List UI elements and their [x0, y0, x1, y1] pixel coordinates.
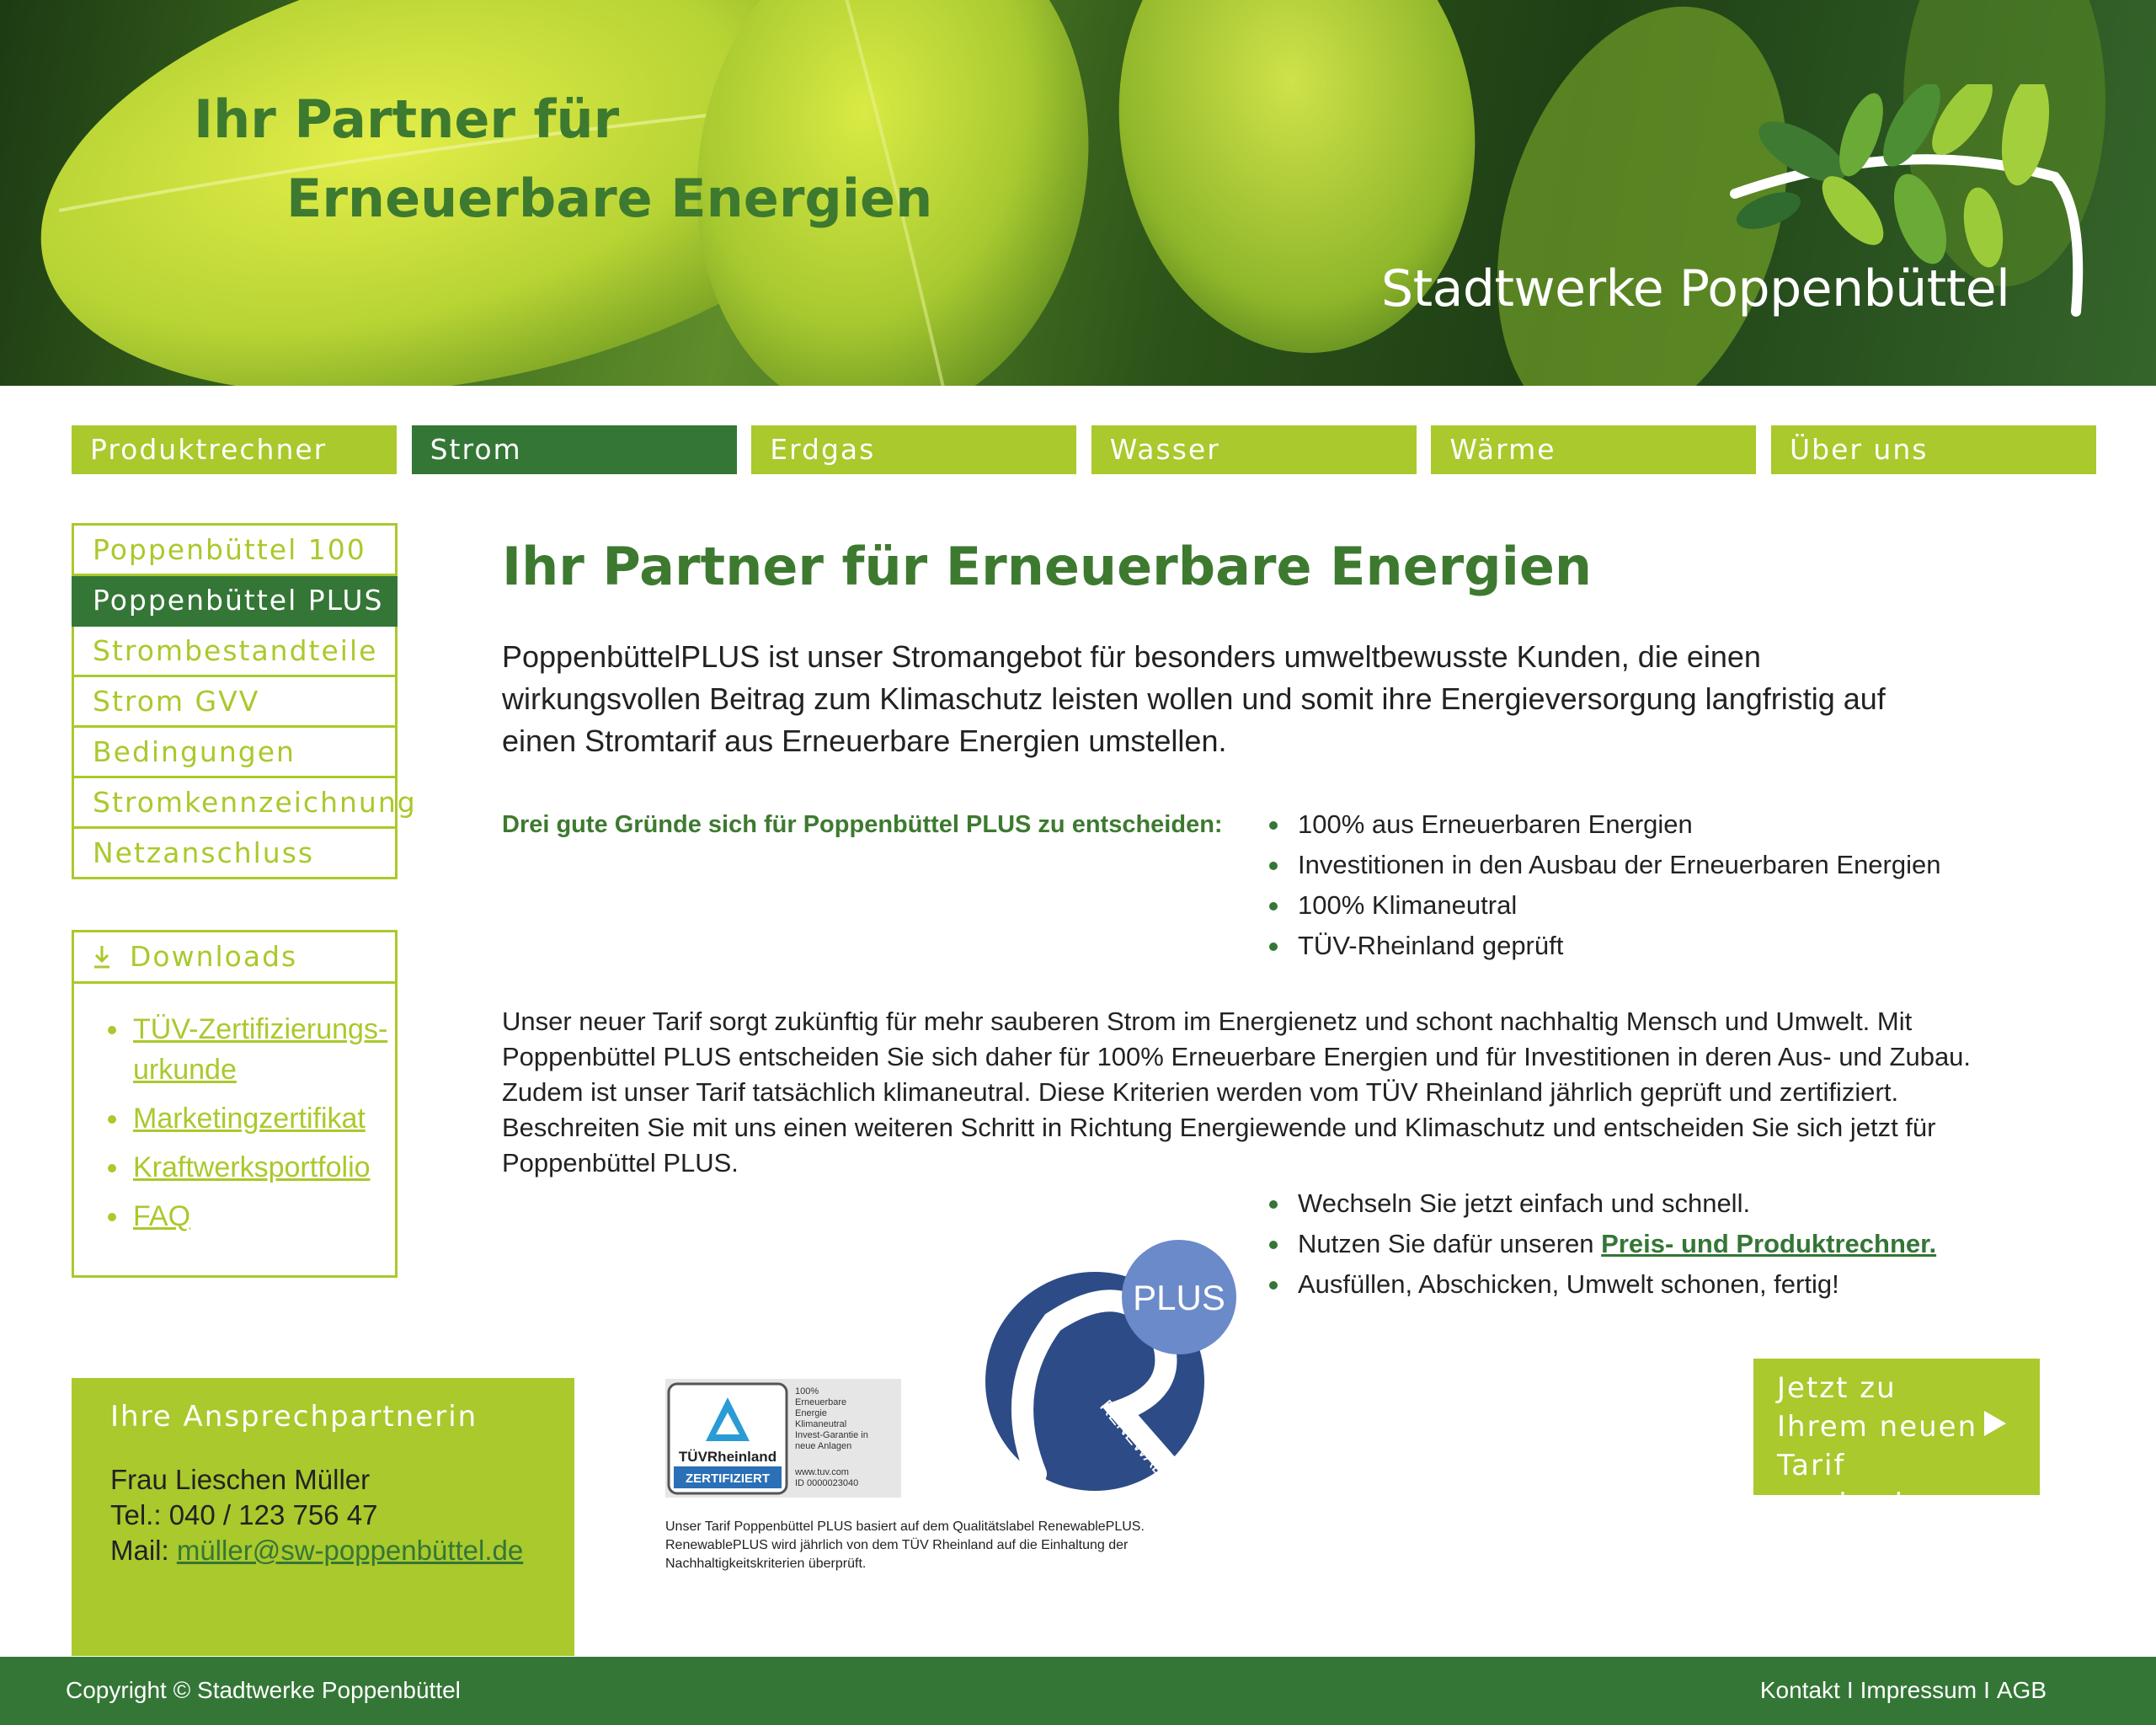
tuev-line: Invest-Garantie in: [795, 1430, 868, 1440]
footer-separator: I: [1983, 1677, 1990, 1703]
seal-caption: Unser Tarif Poppenbüttel PLUS basiert auf dem Qualitätslabel RenewablePLUS. RenewablePLUS wird jährlich von dem TÜV Rheinland auf die Einhaltung der Nachhaltigkeitskriterien überprüft.: [665, 1519, 1145, 1571]
subnav-item-strombestandteile[interactable]: Strombestandteile: [72, 627, 398, 677]
download-link-tuev-zertifizierungsurkunde[interactable]: TÜV-Zertifizierungs- urkunde: [133, 1013, 388, 1086]
download-icon: [93, 944, 111, 969]
list-item: 100% aus Erneuerbaren Energien: [1267, 804, 1940, 845]
subnav-item-bedingungen[interactable]: Bedingungen: [72, 728, 398, 778]
download-link-marketingzertifikat[interactable]: Marketingzertifikat: [133, 1103, 366, 1135]
contact-mail-link[interactable]: müller@sw-poppenbüttel.de: [176, 1535, 524, 1566]
brand-name: Stadtwerke Poppenbüttel: [1381, 259, 2010, 318]
list-item: Investitionen in den Ausbau der Erneuerbaren Energien: [1267, 845, 1940, 885]
footer-links: [1760, 1677, 2047, 1704]
subnav-item-poppenbuettel-100[interactable]: Poppenbüttel 100: [72, 523, 398, 576]
sub-navigation: [72, 523, 417, 879]
switch-tariff-label: Jetzt zu Ihrem neuen Tarif wechseln: [1777, 1371, 1978, 1521]
footer: [0, 1657, 2156, 1725]
list-item: 100% Klimaneutral: [1267, 885, 1940, 926]
subnav-item-poppenbuettel-plus[interactable]: Poppenbüttel PLUS: [72, 576, 398, 627]
footer-link-agb[interactable]: AGB: [1996, 1677, 2047, 1703]
contact-mail-label: Mail:: [110, 1535, 177, 1566]
nav-tab-produktrechner[interactable]: Produktrechner: [72, 425, 397, 474]
downloads-list: [74, 1009, 395, 1236]
tuev-line: neue Anlagen: [795, 1441, 852, 1451]
renewable-label: RENEWABLE: [1096, 1396, 1187, 1498]
tuev-id: ID 0000023040: [795, 1478, 859, 1488]
step2-text: Nutzen Sie dafür unseren: [1298, 1229, 1602, 1258]
tuev-line: Klimaneutral: [795, 1419, 847, 1429]
list-item: [108, 1147, 395, 1188]
list-item: Wechseln Sie jetzt einfach und schnell.: [1267, 1183, 1936, 1224]
tuev-line: Energie: [795, 1408, 827, 1418]
subnav-item-netzanschluss[interactable]: Netzanschluss: [72, 829, 398, 879]
renewable-plus-seal: [926, 1230, 1238, 1508]
brand-logo[interactable]: [1381, 118, 2089, 337]
download-link-faq[interactable]: FAQ: [133, 1200, 191, 1232]
contact-name: Frau Lieschen Müller: [110, 1464, 371, 1495]
hero-banner: [0, 0, 2156, 386]
download-link-kraftwerksportfolio[interactable]: Kraftwerksportfolio: [133, 1151, 371, 1183]
page-title: Ihr Partner für Erneuerbare Energien: [502, 536, 1593, 597]
contact-box: [72, 1378, 574, 1656]
footer-separator: I: [1846, 1677, 1854, 1703]
tuev-brand: TÜVRheinland: [678, 1449, 777, 1465]
play-arrow-icon: [1984, 1411, 2006, 1440]
switch-tariff-button[interactable]: [1753, 1359, 2040, 1521]
reasons-list: [1267, 804, 1940, 966]
reasons-label: Drei gute Gründe sich für Poppenbüttel PLUS zu entscheiden:: [502, 811, 1223, 838]
tuev-line: 100%: [795, 1386, 819, 1397]
body-text: Unser neuer Tarif sorgt zukünftig für mehr sauberen Strom im Energienetz und schont nachhaltig Mensch und Umwelt. Mit Poppenbüttel PLUS entscheiden Sie sich daher für 100% Erneuerbare Energien und für Investitionen in deren Aus- und Zubau. Zudem ist unser Tarif tatsächlich klimaneutral. Diese Kriterien werden vom TÜV Rheinland jährlich geprüft und zertifiziert. Beschreiten Sie mit uns einen weiteren Schritt in Richtung Energiewende und Klimaschutz und entscheiden Sie sich jetzt für Poppenbüttel PLUS.: [502, 1007, 1972, 1178]
renewable-plus-label: PLUS: [1133, 1278, 1225, 1317]
hero-title: [194, 80, 932, 238]
downloads-header: [74, 932, 395, 984]
main-navigation: [72, 425, 2096, 474]
steps-list: [1267, 1183, 1936, 1305]
tuev-certificate-seal: [665, 1379, 901, 1498]
nav-tab-wasser[interactable]: Wasser: [1091, 425, 1417, 474]
list-item: Ausfüllen, Abschicken, Umwelt schonen, fertig!: [1267, 1264, 1936, 1305]
copyright-text: Copyright © Stadtwerke Poppenbüttel: [66, 1677, 461, 1703]
list-item: TÜV-Rheinland geprüft: [1267, 926, 1940, 966]
subnav-item-stromkennzeichnung[interactable]: Stromkennzeichnung: [72, 778, 398, 829]
footer-link-impressum[interactable]: Impressum: [1860, 1677, 1977, 1703]
nav-tab-erdgas[interactable]: Erdgas: [751, 425, 1076, 474]
nav-tab-waerme[interactable]: Wärme: [1431, 425, 1756, 474]
intro-text: PoppenbüttelPLUS ist unser Stromangebot für besonders umweltbewusste Kunden, die einen wirkungsvollen Beitrag zum Klimaschutz leisten wollen und somit ihre Energieversorgung langfristig auf einen Stromtarif aus Erneuerbare Energien umstellen.: [502, 639, 1886, 758]
contact-title: Ihre Ansprechpartnerin: [110, 1400, 478, 1434]
tuev-url: www.tuv.com: [795, 1467, 849, 1477]
list-item: [108, 1098, 395, 1139]
hero-title-line1: Ihr Partner für: [194, 88, 620, 150]
tuev-line: Erneuerbare: [795, 1397, 847, 1407]
list-item: [108, 1196, 395, 1236]
downloads-title: Downloads: [130, 940, 298, 973]
list-item: [108, 1009, 395, 1090]
produktrechner-link[interactable]: Preis- und Produktrechner.: [1601, 1229, 1937, 1258]
contact-phone: Tel.: 040 / 123 756 47: [110, 1499, 378, 1530]
hero-title-line2: Erneuerbare Energien: [286, 168, 933, 229]
nav-tab-strom[interactable]: Strom: [412, 425, 737, 474]
downloads-box: [72, 930, 398, 1278]
tuev-badge: ZERTIFIZIERT: [686, 1471, 770, 1486]
footer-link-kontakt[interactable]: Kontakt: [1759, 1677, 1840, 1703]
subnav-item-strom-gvv[interactable]: Strom GVV: [72, 677, 398, 728]
list-item: [1267, 1224, 1936, 1264]
nav-tab-ueber-uns[interactable]: Über uns: [1771, 425, 2096, 474]
contact-mail: [110, 1533, 523, 1568]
